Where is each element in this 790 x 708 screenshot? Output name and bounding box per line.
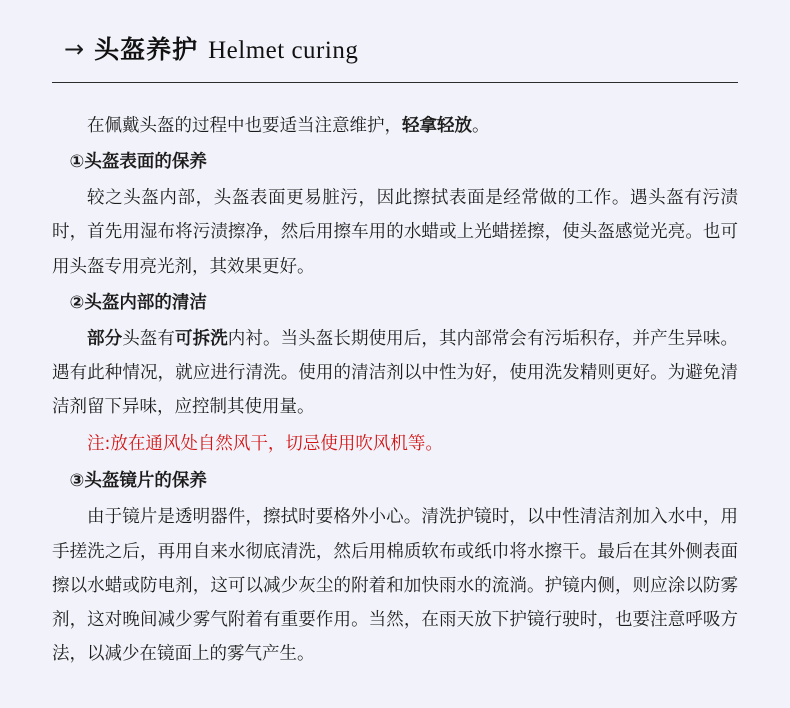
section-2-heading: ②头盔内部的清洁 bbox=[69, 292, 207, 313]
intro-text-c: 。 bbox=[472, 116, 490, 136]
section-2-paragraph bbox=[52, 322, 738, 424]
section-2-note: 注:放在通风处自然风干，切忌使用吹风机等。 bbox=[87, 434, 443, 455]
section-2-text-b: 头盔有 bbox=[122, 328, 175, 349]
intro-paragraph bbox=[52, 109, 738, 143]
section-2-text-a: 部分 bbox=[87, 328, 123, 349]
page-title-chinese: 头盔养护 bbox=[94, 35, 199, 64]
arrow-right-icon: → bbox=[64, 35, 85, 63]
document-body bbox=[52, 109, 738, 671]
section-2-text-d: 内衬。当头盔长期使用后，其内部常会有污垢积存，并产生异味。遇有此种情况，就应进行清洗。使用的清洁剂以中性为好，使用洗发精则更好。为避免清洁剂留下异味，应控制其使用量。 bbox=[52, 328, 739, 417]
title-divider bbox=[52, 82, 738, 83]
page-title-english: Helmet curing bbox=[208, 37, 359, 64]
section-1-paragraph: 较之头盔内部，头盔表面更易脏污，因此擦拭表面是经常做的工作。遇头盔有污渍时，首先用湿布将污渍擦净，然后用擦车用的水蜡或上光蜡搓擦，使头盔感觉光亮。也可用头盔专用亮光剂，其效果更好。 bbox=[52, 188, 738, 277]
intro-text-bold: 轻拿轻放 bbox=[402, 116, 472, 136]
page-title bbox=[52, 18, 738, 66]
section-1-heading: ①头盔表面的保养 bbox=[69, 152, 207, 173]
section-2-text-c: 可拆洗 bbox=[175, 328, 228, 349]
section-3-paragraph: 由于镜片是透明器件，擦拭时要格外小心。清洗护镜时，以中性清洁剂加入水中，用手搓洗之后，再用自来水彻底清洗，然后用棉质软布或纸巾将水擦干。最后在其外侧表面擦以水蜡或防电剂，这可以减少灰尘的附着和加快雨水的流淌。护镜内侧，则应涂以防雾剂，这对晚间减少雾气附着有重要作用。当然，在雨天放下护镜行驶时，也要注意呼吸方法，以减少在镜面上的雾气产生。 bbox=[52, 507, 738, 664]
intro-text-a: 在佩戴头盔的过程中也要适当注意维护， bbox=[87, 116, 402, 136]
section-3-heading: ③头盔镜片的保养 bbox=[69, 471, 207, 492]
